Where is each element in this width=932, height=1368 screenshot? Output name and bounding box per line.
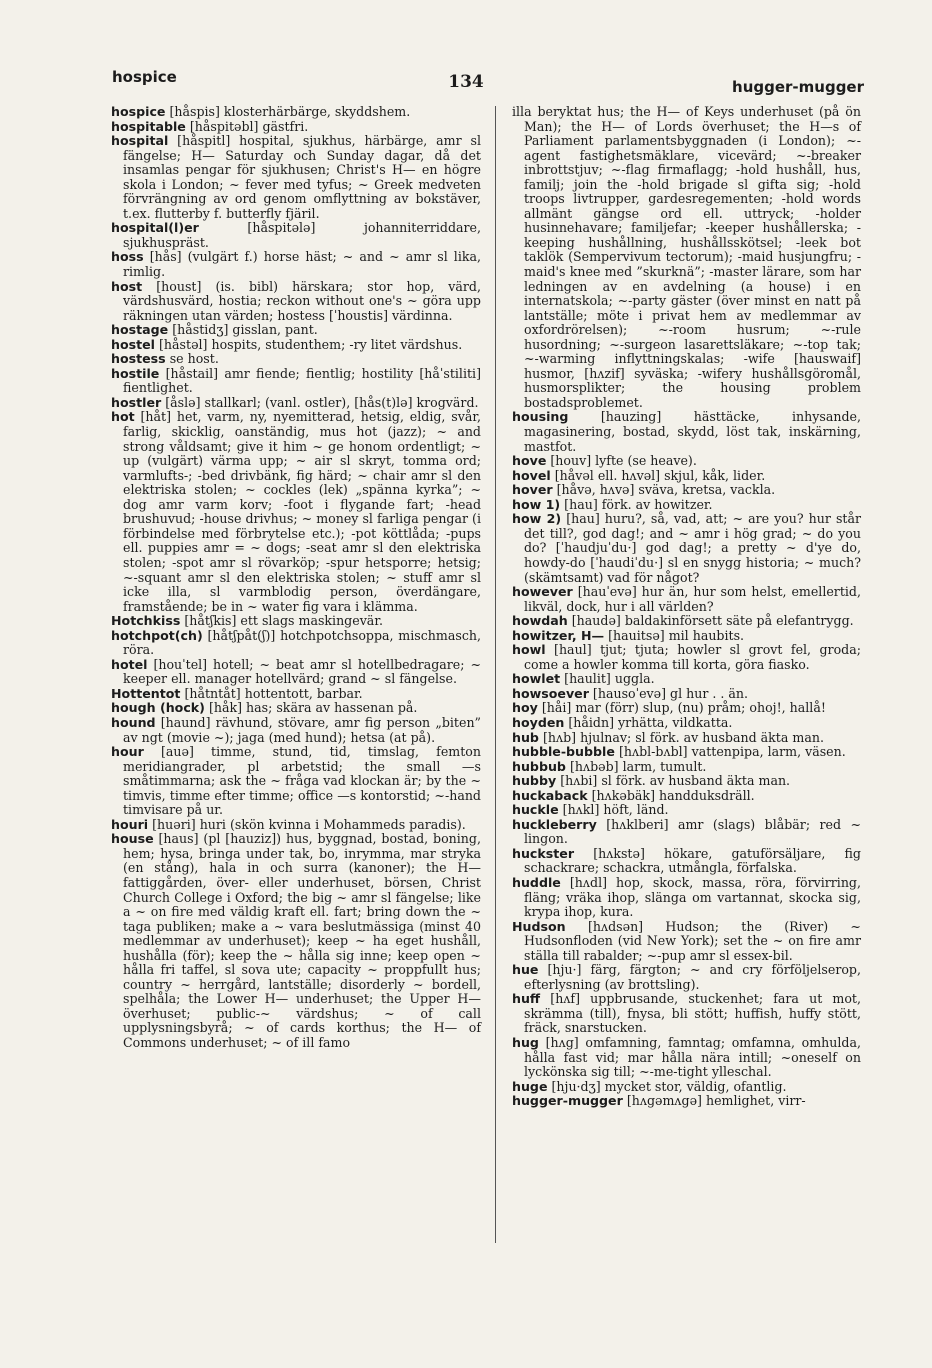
- right-guide-word: hugger-mugger: [732, 78, 864, 96]
- definition: [håspitəbl] gästfri.: [189, 118, 309, 134]
- definition: [åslə] stallkarl; (vanl. ostler), [hås(t)lə] krogvärd.: [165, 394, 479, 410]
- headword: hubbub: [512, 758, 566, 774]
- headword: hostel: [111, 336, 155, 352]
- dictionary-entry: [512, 105, 861, 410]
- definition: [hʌdl] hop, skock, massa, röra, förvirring, fläng; vräka ihop, slänga om vartannat, skocka sig, krypa ihop, kura.: [524, 874, 861, 920]
- headword: Hottentot: [111, 685, 181, 701]
- headword: hostess: [111, 351, 166, 367]
- dictionary-entry: [512, 512, 861, 585]
- definition: [håspitl] hospital, sjukhus, härbärge, amr sl fängelse; H— Saturday och Sunday dagar, då det insamlas pengar för sjukhusen; Christ's H— en högre skola i London; ~ fever med tyfus; ~ Greek medveten förvrängning av ord genom omflyttning av bokstäver, t.ex. flutterby f. butterfly fjäril.: [123, 133, 481, 221]
- dictionary-entry: [512, 818, 861, 847]
- definition: [hʌb] hjulnav; sl förk. av husband äkta man.: [542, 729, 824, 745]
- dictionary-entry: [111, 367, 481, 396]
- definition: [håtʃpåt(ʃ)] hotchpotchsoppa, mischmasch, röra.: [123, 627, 481, 658]
- definition: [håvə, hʌvə] sväva, kretsa, vackla.: [556, 482, 776, 498]
- dictionary-entry: [512, 920, 861, 964]
- definition: se host.: [169, 351, 219, 367]
- headword: howl: [512, 642, 546, 658]
- definition: [hʌbəb] larm, tumult.: [569, 758, 707, 774]
- definition: [håk] has; skära av hassenan på.: [208, 700, 418, 716]
- headword: huckle: [512, 802, 559, 818]
- dictionary-entry: [512, 614, 861, 629]
- dictionary-entry: [512, 585, 861, 614]
- headword: hough (hock): [111, 700, 205, 716]
- definition: [hau] huru?, så, vad, att; ~ are you? hur står det till?, god dag!; and ~ amr i hög grad; ~ do you do? [ˈhaudjuˈdu·] god dag!; a pretty ~ d'ye do, howdy-do [ˈhaudiˈdu·] sl en snygg historia; ~ much? (skämtsamt) vad för något?: [524, 511, 862, 585]
- headword: hove: [512, 453, 547, 469]
- headword: hotchpot(ch): [111, 627, 203, 643]
- dictionary-entry: [512, 643, 861, 672]
- headword: hospital(l)er: [111, 220, 199, 236]
- definition: [hʌbi] sl förk. av husband äkta man.: [560, 773, 791, 789]
- column-divider: [495, 106, 496, 1243]
- definition: [håi] mar (förr) slup, (nu) pråm; ohoj!, hallå!: [541, 700, 826, 716]
- right-column: [512, 105, 861, 1109]
- dictionary-entry: [111, 280, 481, 324]
- dictionary-entry: [111, 701, 481, 716]
- definition: [hʌgəmʌgə] hemlighet, virr-: [626, 1093, 806, 1109]
- headword: huckster: [512, 845, 575, 861]
- headword: housing: [512, 409, 569, 425]
- headword: Hudson: [512, 918, 566, 934]
- dictionary-entry: [111, 745, 481, 818]
- headword: hour: [111, 744, 144, 760]
- headword: hugger-mugger: [512, 1093, 623, 1109]
- headword: hotel: [111, 656, 148, 672]
- headword: hot: [111, 409, 135, 425]
- definition: [hʌdsən] Hudson; the (River) ~ Hudsonfloden (vid New York); set the ~ on fire amr ställa till rabalder; ~-pup amr sl essex-bil.: [524, 918, 861, 963]
- headword: hostile: [111, 365, 160, 381]
- headword: hostler: [111, 394, 162, 410]
- dictionary-entry: [512, 731, 861, 746]
- headword: hoyden: [512, 714, 565, 730]
- headword: hospice: [111, 104, 166, 119]
- definition: [håtntåt] hottentott, barbar.: [184, 685, 363, 701]
- definition: [hʌbl-bʌbl] vattenpipa, larm, väsen.: [618, 744, 846, 760]
- dictionary-entry: [512, 1036, 861, 1080]
- dictionary-entry: [512, 410, 861, 454]
- headword: hubble-bubble: [512, 744, 615, 760]
- definition: [hʌg] omfamning, famntag; omfamna, omhulda, hålla fast vid; mar hålla nära intill; ~oneself on lyckönska sig till; ~-me-tight ylleschal.: [524, 1035, 861, 1080]
- dictionary-entry: [111, 818, 481, 833]
- definition: [håspitələ] johanniterriddare, sjukhuspräst.: [123, 220, 481, 250]
- dictionary-entry: [111, 410, 481, 614]
- definition: [håspis] klosterhärbärge, skyddshem.: [169, 104, 411, 119]
- definition: [haus] (pl [hauziz]) hus, byggnad, bostad, boning, hem; hysa, bringa under tak, bo, inrymma, mar stryka (en stång), hala in och surra (kanoner); the H— fattiggården, över- eller underhuset, börsen, Christ Church College i Oxford; the big ~ amr sl fängelse; like a ~ on fire med väldig kraft ell. fart; bring down the ~ taga publiken; make a ~ vara beslutmässiga (minst 40 medlemmar av underhuset); keep ~ ha eget hushåll, hushålla (för); keep the ~ hålla sig inne; keep open ~ hålla fri taffel, sl sova ute; capacity ~ proppfullt hus; country ~ herrgård, lantställe; disorderly ~ bordell, spelhåla; the Lower H— underhuset; the Upper H— överhuset; public-~ värdshus; ~ of call upplysningsbyrå; ~ of cards korthus; the H— of Commons underhuset; ~ of ill famo: [123, 831, 481, 1050]
- headword: hoy: [512, 700, 538, 716]
- headword: hound: [111, 714, 156, 730]
- headword: hospital: [111, 133, 169, 149]
- dictionary-entry: [111, 832, 481, 1050]
- definition: [hju·dʒ] mycket stor, väldig, ofantlig.: [551, 1078, 787, 1094]
- definition: [håstəl] hospits, studenthem; -ry litet värdshus.: [159, 336, 463, 352]
- dictionary-entry: [512, 774, 861, 789]
- headword: houri: [111, 816, 149, 832]
- dictionary-entry: [111, 396, 481, 411]
- definition: [hausoˈevə] gl hur . . än.: [592, 685, 748, 701]
- headword: hoss: [111, 249, 144, 265]
- dictionary-entry: [111, 687, 481, 702]
- headword: huddle: [512, 874, 561, 890]
- dictionary-entry: [512, 760, 861, 775]
- dictionary-entry: [512, 629, 861, 644]
- dictionary-entry: [512, 469, 861, 484]
- dictionary-entry: [111, 250, 481, 279]
- definition: [håvəl ell. hʌvəl] skjul, kåk, lider.: [554, 467, 766, 483]
- dictionary-entry: [512, 963, 861, 992]
- dictionary-entry: [111, 323, 481, 338]
- definition: [hauitsə] mil haubits.: [608, 627, 745, 643]
- definition: [haul] tjut; tjuta; howler sl grovt fel, groda; come a howler komma till korta, göra fiasko.: [524, 642, 861, 672]
- headword: howlet: [512, 671, 561, 687]
- dictionary-entry: [111, 120, 481, 135]
- headword: how 2): [512, 511, 562, 527]
- dictionary-entry: [512, 745, 861, 760]
- headword: hovel: [512, 467, 551, 483]
- dictionary-entry: [512, 483, 861, 498]
- dictionary-entry: [512, 992, 861, 1036]
- definition: [hʌkəbäk] handduksdräll.: [591, 787, 755, 803]
- dictionary-entry: [512, 454, 861, 469]
- headword: huge: [512, 1078, 548, 1094]
- definition: [huəri] huri (skön kvinna i Mohammeds paradis).: [152, 816, 466, 832]
- headword: howitzer, H—: [512, 627, 605, 643]
- definition: [houst] (is. bibl) härskara; stor hop, värd, värdshusvärd, hostia; reckon without one's ~ göra upp räkningen utan värden; hostess [ˈhoustis] värdinna.: [123, 278, 481, 323]
- definition: [hju·] färg, färgton; ~ and cry förföljelserop, efterlysning (av brottsling).: [524, 962, 861, 992]
- headword: how 1): [512, 496, 561, 512]
- definition: [haudə] baldakinförsett säte på elefantrygg.: [571, 613, 854, 629]
- definition: [haund] rävhund, stövare, amr fig person „biten” av ngt (movie ~); jaga (med hund); hetsa (at på).: [123, 714, 481, 745]
- dictionary-entry: [512, 1080, 861, 1095]
- headword: hover: [512, 482, 553, 498]
- headword: host: [111, 278, 143, 294]
- headword: hospitable: [111, 118, 186, 134]
- left-guide-word: hospice: [112, 68, 177, 86]
- dictionary-entry: [512, 716, 861, 731]
- dictionary-entry: [512, 847, 861, 876]
- definition: [hauˈevə] hur än, hur som helst, emellertid, likväl, dock, hur i all världen?: [524, 584, 861, 614]
- dictionary-entry: [512, 701, 861, 716]
- headword: hubby: [512, 773, 557, 789]
- dictionary-entry: [111, 614, 481, 629]
- dictionary-entry: [111, 105, 481, 120]
- headword: huff: [512, 991, 541, 1007]
- definition: [auə] timme, stund, tid, timslag, femton meridiangrader, pl arbetstid; the small —s småtimmarna; ask the ~ fråga vad klockan är; by the ~ timvis, timme efter timme; office —s kontorstid; ~-hand timvisare på ur.: [123, 744, 481, 818]
- headword: howsoever: [512, 685, 589, 701]
- definition: [haulit] uggla.: [564, 671, 655, 687]
- headword: huckleberry: [512, 816, 597, 832]
- dictionary-entry: [512, 672, 861, 687]
- definition: [hås] (vulgärt f.) horse häst; ~ and ~ amr sl lika, rimlig.: [123, 249, 481, 280]
- definition: [håidn] yrhätta, vildkatta.: [568, 714, 733, 730]
- definition: [hʌklberi] amr (slags) blåbär; red ~ lingon.: [524, 816, 861, 847]
- dictionary-entry: [111, 716, 481, 745]
- headword: hub: [512, 729, 539, 745]
- headword: house: [111, 831, 154, 847]
- definition: [houv] lyfte (se heave).: [550, 453, 697, 469]
- dictionary-entry: [111, 658, 481, 687]
- definition: [håstail] amr fiende; fientlig; hostility [håˈstiliti] fientlighet.: [123, 365, 481, 396]
- page-number: 134: [448, 72, 484, 92]
- definition: [hʌkstə] hökare, gatuförsäljare, fig schackrare; schackra, utmångla, förfalska.: [524, 845, 861, 876]
- definition: [hʌf] uppbrusande, stuckenhet; fara ut mot, skrämma (till), fnysa, bli stött; huffish, huffy stött, fräck, snarstucken.: [524, 991, 861, 1036]
- dictionary-entry: [111, 352, 481, 367]
- headword: hostage: [111, 322, 169, 338]
- headword: however: [512, 584, 573, 600]
- definition: [håtʃkis] ett slags maskingevär.: [184, 613, 383, 629]
- headword: hug: [512, 1035, 539, 1050]
- definition: illa beryktat hus; the H— of Keys underhuset (på ön Man); the H— of Lords överhuset; the H—s of Parliament parlamentsbyggnaden (i London); ~-agent fastighetsmäklare, vicevärd; ~-breaker inbrottstjuv; ~-flag firmaflagg; -hold hushåll, hus, familj; join the -hold brigade sl gifta sig; -hold troops livtrupper, gardesregementen; -hold words allmänt gängse ord ell. uttryck; -holder husinnehavare; familjefar; -keeper hushållerska; -keeping hushållning, hushållsskötsel; -leek bot taklök (Sempervivum tectorum); -maid husjungfru; -maid's knee med ”skurknä”; -master lärare, som har ledningen av en avdelning (a house) i en internatskola; ~-party gäster (över minst en natt på lantställe; möte i privat hem av medlemmar av oxfordrörelsen); ~-room husrum; ~-rule husordning; ~-surgeon lasarettsläkare; ~-top tak; ~-warming inflyttningskalas; -wife [hauswaif] husmor, [hʌzif] syväska; -wifery hushållsgöromål, husmorsplikter; the housing problem bostadsproblemet.: [512, 104, 861, 410]
- dictionary-entry: [512, 789, 861, 804]
- definition: [hauzing] hästtäcke, inhysande, magasinering, bostad, skydd, löst tak, inskärning, mastfot.: [524, 409, 861, 454]
- dictionary-entry: [111, 629, 481, 658]
- headword: Hotchkiss: [111, 613, 181, 629]
- dictionary-entry: [111, 134, 481, 221]
- dictionary-entry: [512, 1094, 861, 1109]
- definition: [hʌkl] höft, länd.: [562, 802, 669, 818]
- headword: hue: [512, 962, 539, 978]
- dictionary-entry: [512, 687, 861, 702]
- definition: [hau] förk. av howitzer.: [564, 496, 713, 512]
- definition: [håt] het, varm, ny, nyemitterad, hetsig, eldig, svår, farlig, skicklig, oanständig, mus hot (jazz); ~ and strong våldsamt; give it him ~ ge honom ordentligt; ~ up (vulgärt) värma upp; ~ air sl skryt, tomma ord; varmlufts-; -bed drivbänk, fig härd; ~ chair amr sl den elektriska stolen; ~ cockles (lek) „spänna kyrka”; ~ dog amr varm korv; -foot i flygande fart; -head brushuvud; -house drivhus; ~ money sl farliga pengar (i förbindelse med förbrytelse etc.); -pot köttlåda; -pups ell. puppies amr = ~ dogs; -seat amr sl den elektriska stolen; -spot amr sl rövarköp; -spur hetsporre; hetsig; ~-squant amr sl den elektriska stolen; ~ stuff amr sl icke illa, sl varmblodig person, överdängare, framstående; be in ~ water fig vara i klämma.: [123, 409, 481, 614]
- definition: [håstidʒ] gisslan, pant.: [172, 322, 318, 338]
- left-column: [111, 105, 481, 1051]
- definition: [houˈtel] hotell; ~ beat amr sl hotellbedragare; ~ keeper ell. manager hotellvärd; grand ~ sl fängelse.: [123, 656, 481, 687]
- dictionary-entry: [512, 498, 861, 513]
- headword: huckaback: [512, 787, 588, 803]
- dictionary-entry: [111, 221, 481, 250]
- headword: howdah: [512, 613, 568, 629]
- dictionary-entry: [111, 338, 481, 353]
- dictionary-entry: [512, 876, 861, 920]
- dictionary-entry: [512, 803, 861, 818]
